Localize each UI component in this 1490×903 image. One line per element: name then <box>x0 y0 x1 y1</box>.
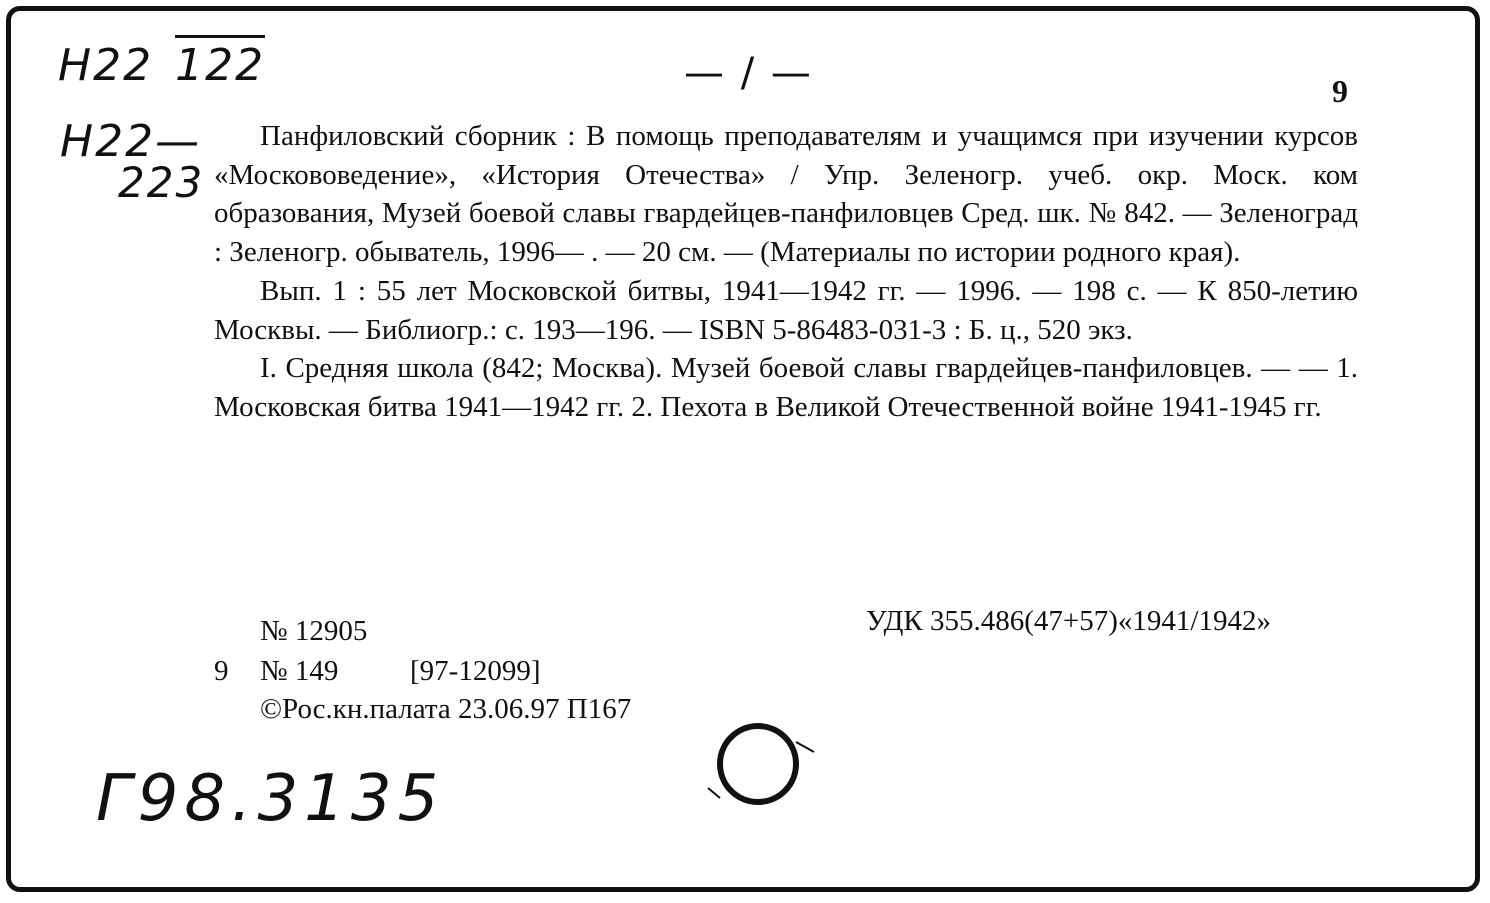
footer-number-2: № 149 <box>260 655 339 687</box>
footer-publisher: ©Рос.кн.палата 23.06.97 П167 <box>260 693 632 725</box>
page-number: 9 <box>1332 73 1348 109</box>
handwritten-code-right: 122 <box>175 35 265 91</box>
footer-number-1: № 12905 <box>260 615 368 647</box>
header-mark: — / — <box>684 50 813 96</box>
record-description: Панфиловский сборник : В помощь преподавателям и учащимся при изучении курсов «Москововедение», «История Отечества» / Упр. Зеленогр. учеб. окр. Моск. ком образования, Музей боевой славы гвардейцев-панфиловцев Сред. шк. № 842. — Зеленоград : Зеленогр. обыватель, 1996— . — 20 см. — (Материалы по истории родного края). <box>214 120 1358 269</box>
footer-prefix-digit: 9 <box>214 655 229 687</box>
record-subjects: I. Средняя школа (842; Москва). Музей боевой славы гвардейцев-панфиловцев. — — 1. Московская битва 1941—1942 гг. 2. Пехота в Великой Отечественной войне 1941-1945 гг. <box>214 352 1358 423</box>
handwritten-code-second: Н22— <box>60 116 202 167</box>
handwritten-code-top <box>58 40 265 91</box>
bibliographic-record <box>214 117 1358 427</box>
record-issue: Вып. 1 : 55 лет Московской битвы, 1941—1942 гг. — 1996. — 198 с. — К 850-летию Москвы. — Библиогр.: с. 193—196. — ISBN 5-86483-031-3 : Б. ц., 520 экз. <box>214 274 1358 346</box>
footer-number-2-extra: [97-12099] <box>410 655 541 687</box>
handwritten-code-second-sub: 223 <box>118 158 205 207</box>
handwritten-code-left: Н22 <box>58 40 154 91</box>
punch-hole-icon <box>702 712 822 812</box>
footer-udk: УДК 355.486(47+57)«1941/1942» <box>866 605 1271 637</box>
handwritten-bottom-code: Г98.3135 <box>96 762 445 836</box>
